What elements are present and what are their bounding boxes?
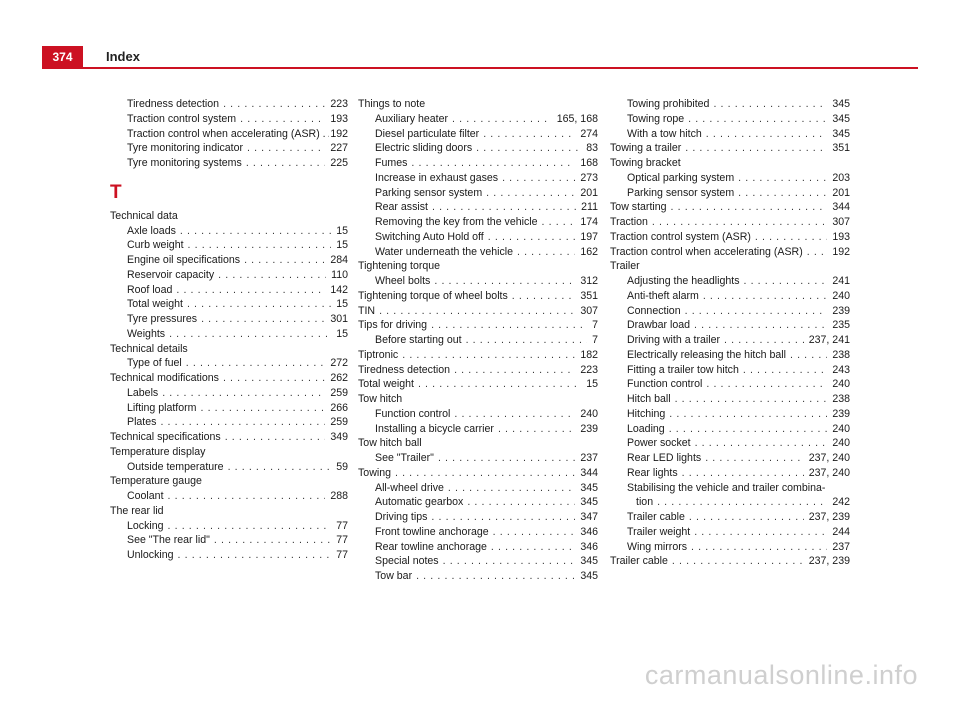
index-entry: Anti-theft alarm . . . 240: [610, 289, 850, 304]
index-entry: Type of fuel . . . 272: [110, 356, 348, 371]
index-entry: Wheel bolts . . . 312: [358, 274, 598, 289]
index-entry: Tyre monitoring indicator . . . 227: [110, 141, 348, 156]
index-entry: See "Trailer" . . . 237: [358, 451, 598, 466]
index-entry: Traction . . . 307: [610, 215, 850, 230]
index-entry: Auxiliary heater . . . 165, 168: [358, 112, 598, 127]
index-entry: Wing mirrors . . . 237: [610, 540, 850, 555]
index-entry: Towing . . . 344: [358, 466, 598, 481]
index-entry: Labels . . . 259: [110, 386, 348, 401]
index-entry: Loading . . . 240: [610, 422, 850, 437]
index-entry: Rear lights . . . 237, 240: [610, 466, 850, 481]
index-entry: Roof load . . . 142: [110, 283, 348, 298]
index-entry: Diesel particulate filter . . . 274: [358, 127, 598, 142]
index-entry: Rear LED lights . . . 237, 240: [610, 451, 850, 466]
index-column-1: [110, 97, 348, 563]
index-entry: Rear assist . . . 211: [358, 200, 598, 215]
index-entry: Traction control system . . . 193: [110, 112, 348, 127]
index-entry: Hitch ball . . . 238: [610, 392, 850, 407]
index-heading: Technical data: [110, 209, 178, 222]
index-entry: Trailer weight . . . 244: [610, 525, 850, 540]
index-entry: Connection . . . 239: [610, 304, 850, 319]
index-entry: With a tow hitch . . . 345: [610, 127, 850, 142]
index-entry: Towing a trailer . . . 351: [610, 141, 850, 156]
index-entry: All-wheel drive . . . 345: [358, 481, 598, 496]
index-entry: Total weight . . . 15: [110, 297, 348, 312]
index-entry: Locking . . . 77: [110, 519, 348, 534]
index-heading: Technical details: [110, 342, 188, 355]
index-entry: Tiredness detection . . . 223: [110, 97, 348, 112]
index-heading: Towing bracket: [610, 157, 681, 169]
index-entry: TIN . . . 307: [358, 304, 598, 319]
index-entry: See "The rear lid" . . . 77: [110, 533, 348, 548]
section-letter: T: [110, 181, 122, 203]
index-entry: Fumes . . . 168: [358, 156, 598, 171]
index-entry: Parking sensor system . . . 201: [358, 186, 598, 201]
index-entry: Tow starting . . . 344: [610, 200, 850, 215]
index-entry: Electric sliding doors . . . 83: [358, 141, 598, 156]
index-entry: Automatic gearbox . . . 345: [358, 495, 598, 510]
index-entry: Technical modifications . . . 262: [110, 371, 348, 386]
index-entry: Engine oil specifications . . . 284: [110, 253, 348, 268]
index-entry-wrapped: Stabilising the vehicle and trailer combina-: [627, 481, 826, 494]
index-entry: Technical specifications . . . 349: [110, 430, 348, 445]
page-number: 374: [42, 46, 83, 68]
index-entry: Outside temperature . . . 59: [110, 460, 348, 475]
index-entry: Function control . . . 240: [610, 377, 850, 392]
index-entry: Tiptronic . . . 182: [358, 348, 598, 363]
index-entry: Towing rope . . . 345: [610, 112, 850, 127]
index-entry: tion . . . 242: [610, 495, 850, 510]
index-heading: Tightening torque: [358, 260, 441, 273]
index-entry: Adjusting the headlights . . . 241: [610, 274, 850, 289]
index-entry: Hitching . . . 239: [610, 407, 850, 422]
index-column-3: [610, 97, 850, 569]
index-entry: Special notes . . . 345: [358, 554, 598, 569]
index-entry: Axle loads . . . 15: [110, 224, 348, 239]
index-heading: Temperature gauge: [110, 475, 202, 488]
index-entry: Towing prohibited . . . 345: [610, 97, 850, 112]
index-entry: Front towline anchorage . . . 346: [358, 525, 598, 540]
index-column-2: [358, 97, 598, 584]
index-entry: Fitting a trailer tow hitch . . . 243: [610, 363, 850, 378]
index-entry: Traction control when accelerating (ASR) . . . . 192: [110, 127, 348, 142]
index-entry: Increase in exhaust gases . . . 273: [358, 171, 598, 186]
index-entry: Reservoir capacity . . . 110: [110, 268, 348, 283]
index-heading: The rear lid: [110, 504, 164, 517]
index-entry: Coolant . . . 288: [110, 489, 348, 504]
index-entry: Tyre monitoring systems . . . 225: [110, 156, 348, 171]
index-entry: Driving tips . . . 347: [358, 510, 598, 525]
index-entry: Switching Auto Hold off . . . 197: [358, 230, 598, 245]
index-entry: Tyre pressures . . . 301: [110, 312, 348, 327]
index-entry: Traction control when accelerating (ASR) . . . 192: [610, 245, 850, 260]
index-entry: Total weight . . . 15: [358, 377, 598, 392]
index-heading: Tow hitch ball: [358, 437, 422, 450]
index-entry: Trailer cable . . . 237, 239: [610, 510, 850, 525]
index-entry: Electrically releasing the hitch ball . . . 238: [610, 348, 850, 363]
index-entry: Trailer cable . . . 237, 239: [610, 554, 850, 569]
index-entry: Plates . . . 259: [110, 415, 348, 430]
index-entry: Tips for driving . . . 7: [358, 318, 598, 333]
index-heading: Trailer: [610, 260, 640, 273]
index-entry: Tiredness detection . . . 223: [358, 363, 598, 378]
index-entry: Lifting platform . . . 266: [110, 401, 348, 416]
index-entry: Function control . . . 240: [358, 407, 598, 422]
page-title: Index: [106, 49, 140, 64]
index-heading: Things to note: [358, 98, 426, 110]
index-entry: Drawbar load . . . 235: [610, 318, 850, 333]
index-entry: Curb weight . . . 15: [110, 238, 348, 253]
index-entry: Rear towline anchorage . . . 346: [358, 540, 598, 555]
index-entry: Weights . . . 15: [110, 327, 348, 342]
index-entry: Tightening torque of wheel bolts . . . 351: [358, 289, 598, 304]
header-rule: [42, 67, 918, 69]
watermark: carmanualsonline.info: [644, 660, 918, 690]
index-entry: Traction control system (ASR) . . . 193: [610, 230, 850, 245]
index-entry: Power socket . . . 240: [610, 436, 850, 451]
index-heading: Temperature display: [110, 445, 206, 458]
index-entry: Removing the key from the vehicle . . . 174: [358, 215, 598, 230]
index-entry: Before starting out . . . 7: [358, 333, 598, 348]
index-entry: Driving with a trailer . . . 237, 241: [610, 333, 850, 348]
index-entry: Water underneath the vehicle . . . 162: [358, 245, 598, 260]
index-entry: Unlocking . . . 77: [110, 548, 348, 563]
index-entry: Optical parking system . . . 203: [610, 171, 850, 186]
index-entry: Parking sensor system . . . 201: [610, 186, 850, 201]
index-entry: Installing a bicycle carrier . . . 239: [358, 422, 598, 437]
index-entry: Tow bar . . . 345: [358, 569, 598, 584]
index-heading: Tow hitch: [358, 393, 403, 405]
